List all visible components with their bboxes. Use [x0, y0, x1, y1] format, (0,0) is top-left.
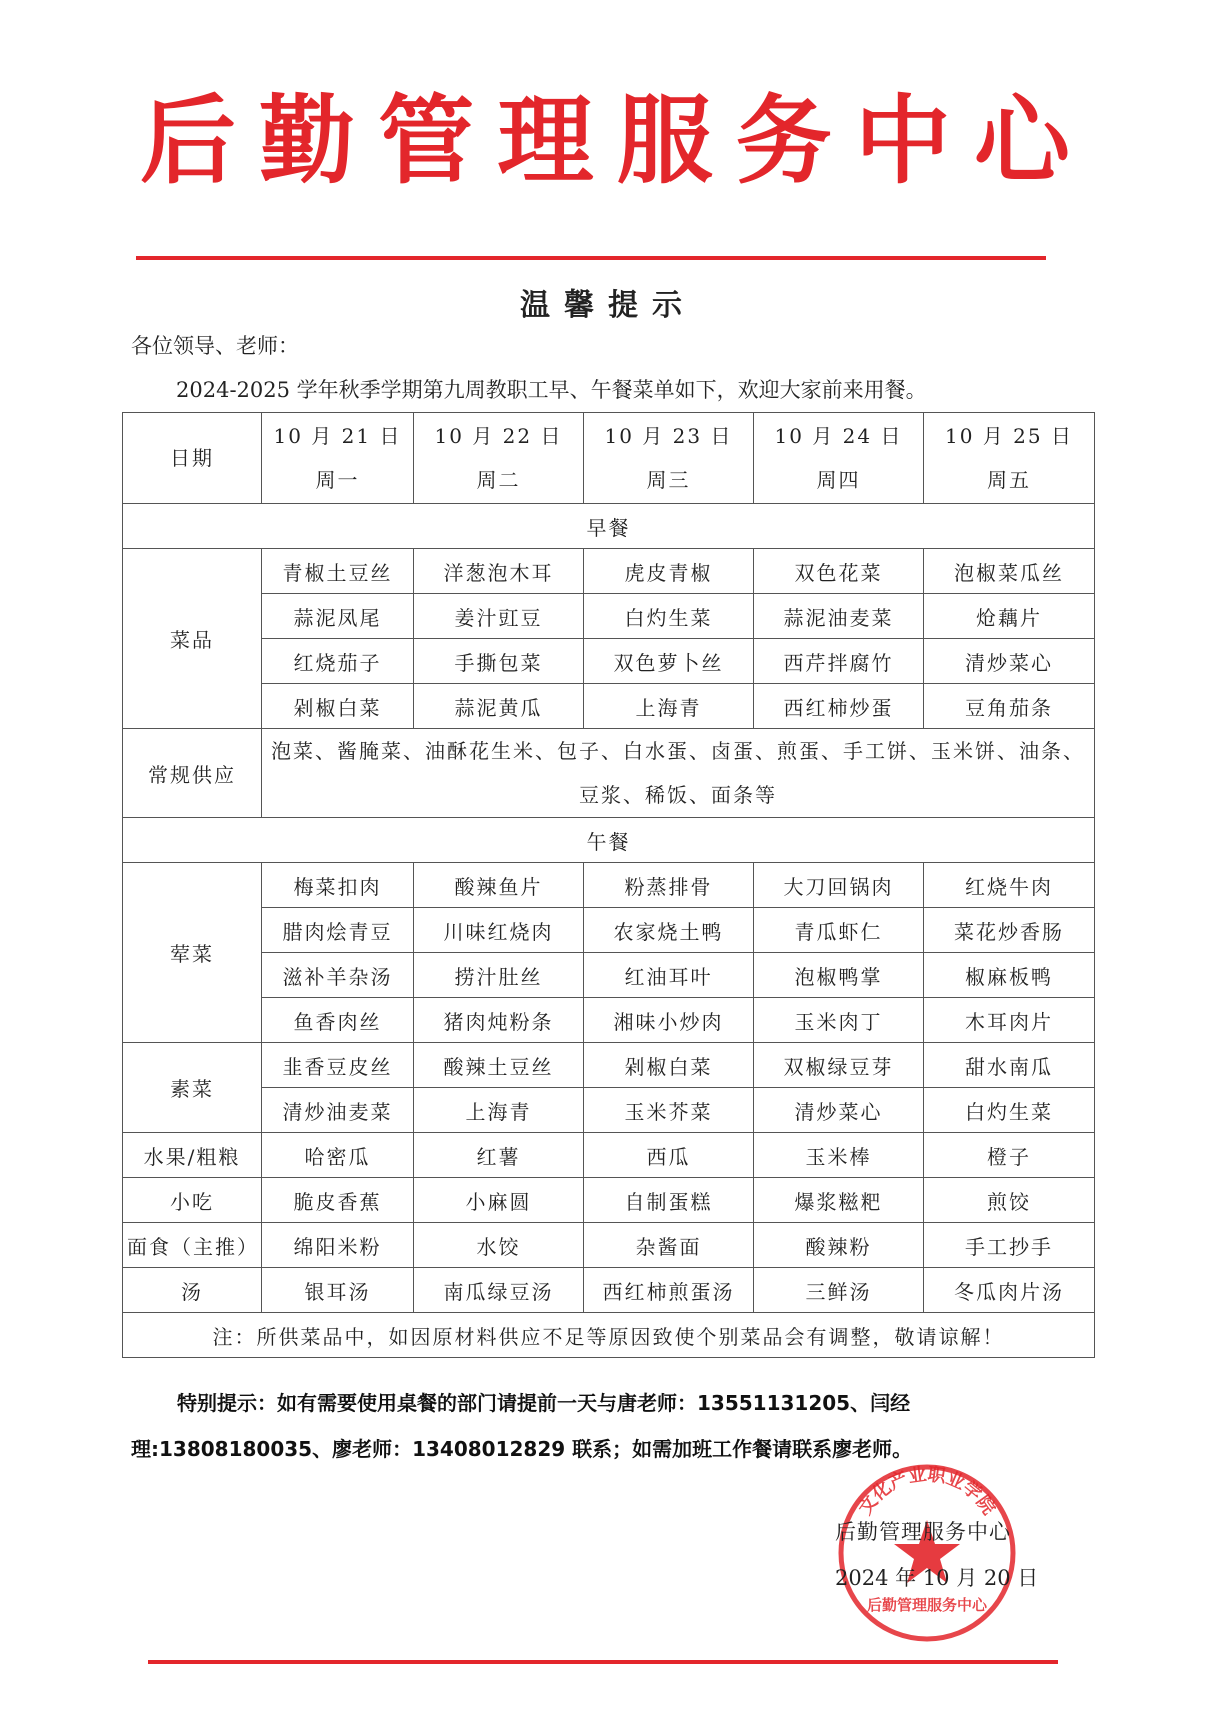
dish-cell: 上海青: [414, 1088, 584, 1133]
dish-cell: 橙子: [924, 1133, 1095, 1178]
dish-cell: 小麻圆: [414, 1178, 584, 1223]
dish-cell: 韭香豆皮丝: [262, 1043, 414, 1088]
dish-cell: 爆浆糍粑: [754, 1178, 924, 1223]
dish-cell: 捞汁肚丝: [414, 953, 584, 998]
dish-cell: 梅菜扣肉: [262, 863, 414, 908]
day-weekday: 周一: [315, 468, 360, 492]
dish-cell: 蒜泥油麦菜: [754, 594, 924, 639]
dish-cell: 大刀回锅肉: [754, 863, 924, 908]
official-seal-icon: [832, 1458, 1022, 1648]
dish-cell: 手撕包菜: [414, 639, 584, 684]
dish-cell: 川味红烧肉: [414, 908, 584, 953]
day-header: [754, 413, 924, 504]
dish-cell: 虎皮青椒: [584, 549, 754, 594]
fruit-label: 水果/粗粮: [123, 1133, 262, 1178]
dish-cell: 酸辣土豆丝: [414, 1043, 584, 1088]
title-char: 理: [497, 85, 594, 197]
dish-cell: 椒麻板鸭: [924, 953, 1095, 998]
dish-cell: 红烧牛肉: [924, 863, 1095, 908]
dish-cell: 腊肉烩青豆: [262, 908, 414, 953]
day-header: [262, 413, 414, 504]
dish-cell: 酸辣鱼片: [414, 863, 584, 908]
table-row: [123, 998, 1095, 1043]
dish-cell: 泡椒菜瓜丝: [924, 549, 1095, 594]
dish-cell: 水饺: [414, 1223, 584, 1268]
table-row: [123, 1133, 1095, 1178]
title-char: 管: [378, 85, 475, 197]
noodle-label: 面食（主推）: [123, 1223, 262, 1268]
table-row: [123, 953, 1095, 998]
greeting: 各位领导、老师：: [131, 334, 299, 358]
dish-cell: 木耳肉片: [924, 998, 1095, 1043]
table-row: [123, 1088, 1095, 1133]
dish-cell: 豆角茄条: [924, 684, 1095, 729]
dish-cell: 哈密瓜: [262, 1133, 414, 1178]
signature-date: 2024 年 10 月 20 日: [835, 1566, 1039, 1590]
dish-cell: 清炒菜心: [924, 639, 1095, 684]
table-row: [123, 1223, 1095, 1268]
notice-title: 温馨提示: [520, 288, 696, 323]
dish-cell: 粉蒸排骨: [584, 863, 754, 908]
dish-cell: 双色花菜: [754, 549, 924, 594]
snack-label: 小吃: [123, 1178, 262, 1223]
breakfast-dishes-label: 菜品: [123, 549, 262, 729]
header-divider: [136, 256, 1046, 260]
dish-cell: 猪肉炖粉条: [414, 998, 584, 1043]
dish-cell: 菜花炒香肠: [924, 908, 1095, 953]
table-row: [123, 863, 1095, 908]
table-row: [123, 684, 1095, 729]
veg-dishes-label: 素菜: [123, 1043, 262, 1133]
dish-cell: 甜水南瓜: [924, 1043, 1095, 1088]
dish-cell: 银耳汤: [262, 1268, 414, 1313]
dish-cell: 玉米芥菜: [584, 1088, 754, 1133]
dish-cell: 三鲜汤: [754, 1268, 924, 1313]
table-row: [123, 594, 1095, 639]
dish-cell: 泡椒鸭掌: [754, 953, 924, 998]
title-char: 务: [735, 85, 832, 197]
intro-text: 2024-2025 学年秋季学期第九周教职工早、午餐菜单如下，欢迎大家前来用餐。: [176, 378, 927, 402]
day-date: 10 月 23 日: [604, 424, 733, 448]
day-header: [924, 413, 1095, 504]
signature-org: 后勤管理服务中心: [835, 1520, 1011, 1544]
dish-cell: 农家烧土鸭: [584, 908, 754, 953]
date-label: 日期: [123, 413, 262, 504]
dish-cell: 西红柿炒蛋: [754, 684, 924, 729]
dish-cell: 西红柿煎蛋汤: [584, 1268, 754, 1313]
dish-cell: 冬瓜肉片汤: [924, 1268, 1095, 1313]
special-notice: 特别提示：如有需要使用桌餐的部门请提前一天与唐老师：13551131205、闫经理:13808180035、廖老师：13408012829 联系；如需加班工作餐请联系廖老师。: [131, 1391, 913, 1461]
dish-cell: 红薯: [414, 1133, 584, 1178]
dish-cell: 滋补羊杂汤: [262, 953, 414, 998]
header-title: [140, 86, 1070, 196]
footer-divider: [148, 1660, 1058, 1664]
regular-supply-text: 泡菜、酱腌菜、油酥花生米、包子、白水蛋、卤蛋、煎蛋、手工饼、玉米饼、油条、豆浆、稀饭、面条等: [262, 729, 1095, 818]
dish-cell: 剁椒白菜: [584, 1043, 754, 1088]
dish-cell: 玉米肉丁: [754, 998, 924, 1043]
dish-cell: 上海青: [584, 684, 754, 729]
title-char: 勤: [259, 85, 356, 197]
dish-cell: 手工抄手: [924, 1223, 1095, 1268]
soup-label: 汤: [123, 1268, 262, 1313]
day-weekday: 周二: [476, 468, 521, 492]
table-note: 注：所供菜品中，如因原材料供应不足等原因致使个别菜品会有调整，敬请谅解！: [123, 1313, 1095, 1358]
date-row: [123, 413, 1095, 504]
table-row: [123, 729, 1095, 818]
lunch-section-header: 午餐: [123, 818, 1095, 863]
day-weekday: 周五: [987, 468, 1031, 492]
day-header: [584, 413, 754, 504]
day-date: 10 月 25 日: [945, 424, 1073, 448]
menu-table: [122, 412, 1095, 1358]
day-date: 10 月 22 日: [434, 424, 563, 448]
seal-text-top: 文化产业职业学院: [854, 1464, 1000, 1519]
table-row: [123, 639, 1095, 684]
breakfast-section-header: 早餐: [123, 504, 1095, 549]
dish-cell: 清炒油麦菜: [262, 1088, 414, 1133]
dish-cell: 剁椒白菜: [262, 684, 414, 729]
dish-cell: 青椒土豆丝: [262, 549, 414, 594]
dish-cell: 双椒绿豆芽: [754, 1043, 924, 1088]
dish-cell: 脆皮香蕉: [262, 1178, 414, 1223]
day-header: [414, 413, 584, 504]
table-row: [123, 908, 1095, 953]
title-char: 中: [854, 85, 951, 197]
dish-cell: 鱼香肉丝: [262, 998, 414, 1043]
dish-cell: 洋葱泡木耳: [414, 549, 584, 594]
dish-cell: 南瓜绿豆汤: [414, 1268, 584, 1313]
meat-dishes-label: 荤菜: [123, 863, 262, 1043]
seal-text-bottom: 后勤管理服务中心: [866, 1596, 988, 1614]
dish-cell: 白灼生菜: [584, 594, 754, 639]
day-date: 10 月 24 日: [774, 424, 903, 448]
dish-cell: 玉米棒: [754, 1133, 924, 1178]
table-row: [123, 1043, 1095, 1088]
dish-cell: 白灼生菜: [924, 1088, 1095, 1133]
dish-cell: 自制蛋糕: [584, 1178, 754, 1223]
table-row: [123, 1178, 1095, 1223]
dish-cell: 双色萝卜丝: [584, 639, 754, 684]
dish-cell: 杂酱面: [584, 1223, 754, 1268]
dish-cell: 湘味小炒肉: [584, 998, 754, 1043]
dish-cell: 蒜泥凤尾: [262, 594, 414, 639]
dish-cell: 西瓜: [584, 1133, 754, 1178]
table-row: [123, 549, 1095, 594]
dish-cell: 红油耳叶: [584, 953, 754, 998]
svg-text:文化产业职业学院: [854, 1464, 1000, 1519]
dish-cell: 炝藕片: [924, 594, 1095, 639]
title-char: 后: [140, 85, 236, 197]
dish-cell: 蒜泥黄瓜: [414, 684, 584, 729]
dish-cell: 煎饺: [924, 1178, 1095, 1223]
dish-cell: 红烧茄子: [262, 639, 414, 684]
dish-cell: 绵阳米粉: [262, 1223, 414, 1268]
dish-cell: 青瓜虾仁: [754, 908, 924, 953]
dish-cell: 姜汁豇豆: [414, 594, 584, 639]
day-weekday: 周三: [646, 468, 691, 492]
title-char: 心: [973, 85, 1070, 197]
day-date: 10 月 21 日: [273, 424, 402, 448]
day-weekday: 周四: [816, 468, 861, 492]
table-row: [123, 1268, 1095, 1313]
regular-supply-label: 常规供应: [123, 729, 262, 818]
dish-cell: 酸辣粉: [754, 1223, 924, 1268]
dish-cell: 西芹拌腐竹: [754, 639, 924, 684]
dish-cell: 清炒菜心: [754, 1088, 924, 1133]
title-char: 服: [616, 85, 713, 197]
